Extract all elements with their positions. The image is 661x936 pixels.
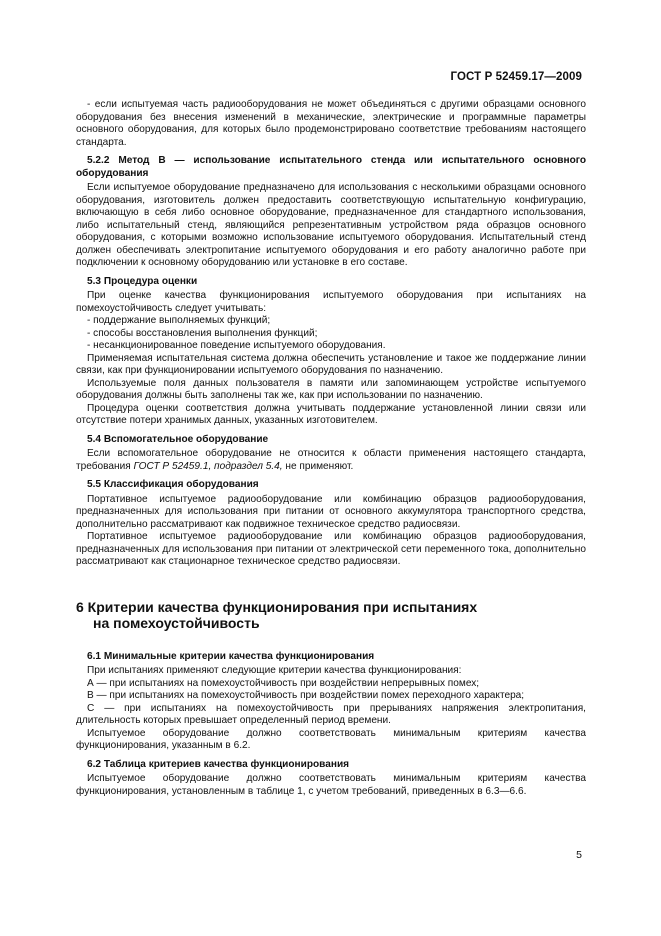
paragraph: Портативное испытуемое радиооборудование или комбинацию образцов радиооборудования, предназначенных для использования при питании от основного аккумулятора транспортного средства, дополнительно рассматривают как подвижное техническое средство радиосвязи. [76, 493, 586, 530]
section-heading-6 [76, 599, 586, 631]
subsection-heading-5-4: 5.4 Вспомогательное оборудование [87, 433, 269, 445]
page-number: 5 [576, 849, 582, 861]
subsection-heading-5-3: 5.3 Процедура оценки [87, 275, 198, 287]
page-body [76, 99, 586, 798]
paragraph: Применяемая испытательная система должна обеспечить установление и такое же поддержание линии связи, как при функционировании испытуемого оборудования по назначению. [76, 352, 586, 376]
paragraph [76, 448, 586, 473]
paragraph: Испытуемое оборудование должно соответствовать минимальным критериям качества функционирования, указанным в 6.2. [76, 727, 586, 751]
paragraph: Процедура оценки соответствия должна учитывать поддержание установленной линии связи или отсутствие потери хранимых данных, указанных изготовителем. [76, 402, 586, 426]
paragraph: Если испытуемое оборудование предназначено для использования с несколькими образцами основного оборудования, изготовитель должен предоставить соответствующую испытательную конфигурацию, включающую в себя либо основное оборудование, предназначенное для стандартного использования, либо испытательный стенд, являющийся репрезентативным устройством ряда образцов основного оборудования, с которыми возможно использование испытуемого оборудования. Испытательный стенд должен обеспечивать электропитание испытуемого оборудования и его работу аналогично работе при подключении к основному оборудованию или установке в его составе. [76, 182, 586, 268]
paragraph-text: не применяют. [282, 460, 354, 472]
subsection-heading-5-5: 5.5 Классификация оборудования [87, 479, 259, 490]
list-item: - способы восстановления выполнения функций; [87, 327, 318, 339]
section-heading-line: 6 Критерии качества функционирования при испытаниях [76, 598, 478, 615]
paragraph: Портативное испытуемое радиооборудование или комбинацию образцов радиооборудования, предназначенных для использования при питании от электрической сети переменного тока, дополнительно рассматривают как стационарное техническое средство радиосвязи. [76, 531, 586, 567]
paragraph: При испытаниях применяют следующие критерии качества функционирования: [87, 665, 462, 676]
criterion-c: С — при испытаниях на помехоустойчивость при прерываниях напряжения электропитания, длительность которых превышает определенный период времени. [76, 702, 586, 726]
criterion-b: В — при испытаниях на помехоустойчивость при воздействии помех переходного характера; [87, 690, 525, 701]
paragraph: При оценке качества функционирования испытуемого оборудования при испытаниях на помехоустойчивость следует учитывать: [76, 290, 586, 314]
paragraph-text: Если вспомогательное оборудование не относится к области применения настоящего стандарта, требования [76, 448, 586, 472]
subsection-heading-6-2: 6.2 Таблица критериев качества функционирования [87, 758, 350, 770]
criterion-a: А — при испытаниях на помехоустойчивость при воздействии непрерывных помех; [87, 677, 480, 689]
list-item: - поддержание выполняемых функций; [87, 315, 271, 326]
section-heading-line: на помехоустойчивость [93, 614, 260, 631]
document-number: ГОСТ Р 52459.17—2009 [450, 71, 582, 83]
list-item: - несанкционированное поведение испытуемого оборудования. [87, 340, 386, 351]
paragraph: Используемые поля данных пользователя в памяти или запоминающем устройстве испытуемого оборудования должны быть заполнены так же, как при использовании по назначению. [76, 377, 586, 401]
subsection-heading-5-2-2: 5.2.2 Метод В — использование испытательного стенда или испытательного основного оборудования [76, 155, 586, 179]
subsection-heading-6-1: 6.1 Минимальные критерии качества функционирования [87, 650, 375, 662]
standard-reference: ГОСТ Р 52459.1, подраздел 5.4, [133, 460, 283, 472]
paragraph: Испытуемое оборудование должно соответствовать минимальным критериям качества функционирования, установленным в таблице 1, с учетом требований, приведенных в 6.3—6.6. [76, 773, 586, 797]
paragraph: - если испытуемая часть радиооборудования не может объединяться с другими образцами основного оборудования без внесения изменений в механические, электрические и программные параметры основного оборудования, для которых было продемонстрировано соответствие требованиям настоящего стандарта. [76, 99, 586, 148]
